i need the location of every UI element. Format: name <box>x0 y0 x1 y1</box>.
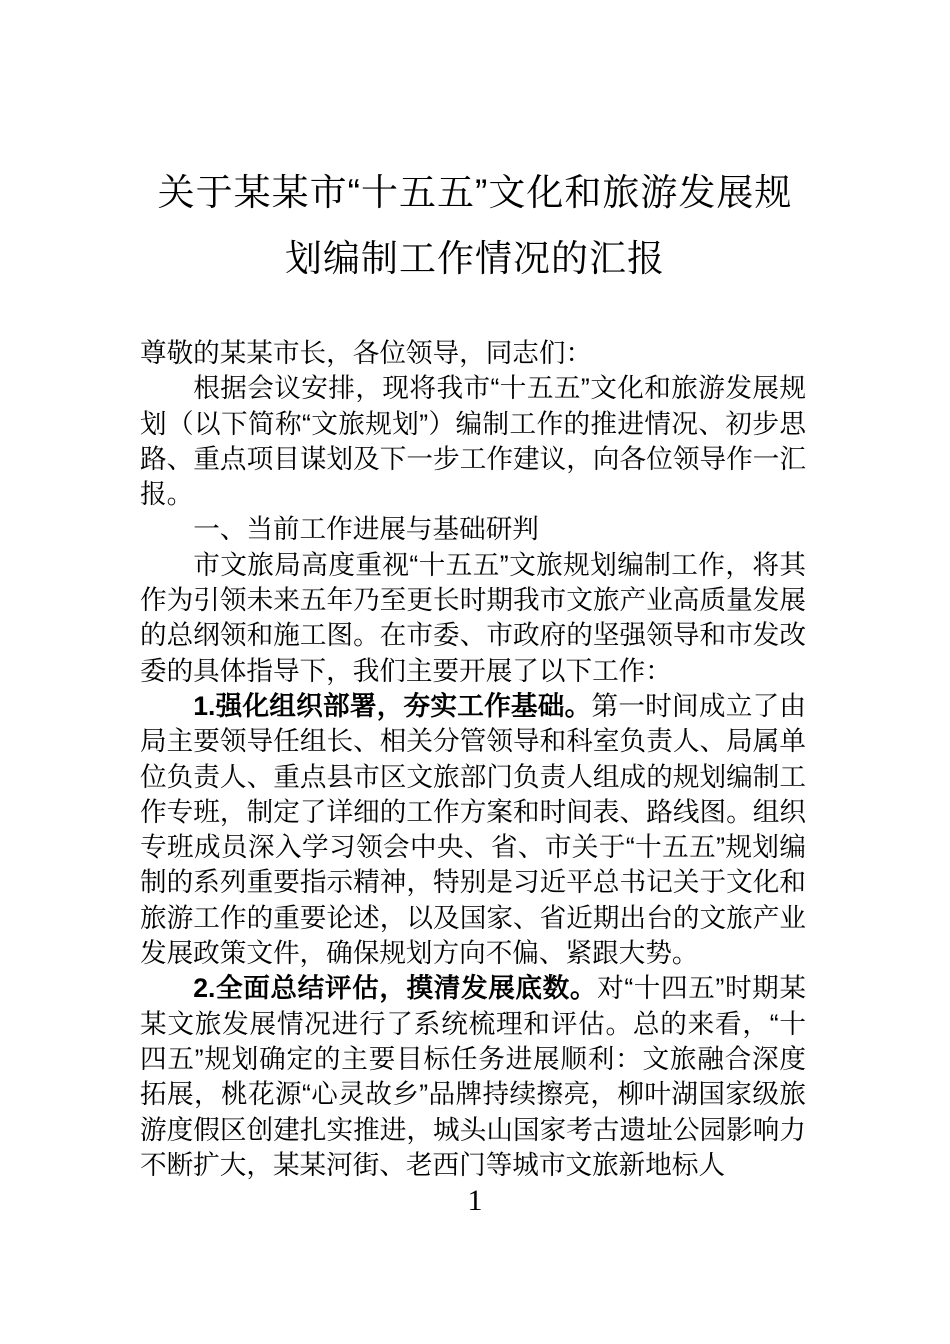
document-title-line-1: 关于某某市“十五五”文化和旅游发展规 <box>157 172 793 213</box>
salutation-paragraph <box>140 336 806 371</box>
item-1-paragraph <box>140 689 806 971</box>
item-1-bold-lead: 1.强化组织部署，夯实工作基础。 <box>193 690 592 721</box>
section-heading-1-text: 一、当前工作进展与基础研判 <box>193 514 539 545</box>
item-1-text: 第一时间成立了由局主要领导任组长、相关分管领导和科室负责人、局属单位负责人、重点县市区文旅部门负责人组成的规划编制工作专班，制定了详细的工作方案和时间表、路线图。组织专班成员深入学习领会中央、省、市关于“十五五”规划编制的系列重要指示精神，特别是习近平总书记关于文化和旅游工作的重要论述，以及国家、省近期出台的文旅产业发展政策文件，确保规划方向不偏、紧跟大势。 <box>140 690 807 969</box>
salutation-text: 尊敬的某某市长，各位领导，同志们： <box>140 338 593 368</box>
document-body <box>140 336 806 1183</box>
intro-paragraph <box>140 371 806 512</box>
page-number: 1 <box>467 1184 483 1217</box>
document-title-line-2: 划编制工作情况的汇报 <box>285 238 665 279</box>
overview-text: 市文旅局高度重视“十五五”文旅规划编制工作，将其作为引领未来五年乃至更长时期我市文旅产业高质量发展的总纲领和施工图。在市委、市政府的坚强领导和市发改委的具体指导下，我们主要开展了以下工作： <box>140 549 806 686</box>
item-2-paragraph <box>140 971 806 1183</box>
item-2-text: 对“十四五”时期某某文旅发展情况进行了系统梳理和评估。总的来看，“十四五”规划确定的主要目标任务进展顺利：文旅融合深度拓展，桃花源“心灵故乡”品牌持续擦亮，柳叶湖国家级旅游度假区创建扎实推进，城头山国家考古遗址公园影响力不断扩大，某某河街、老西门等城市文旅新地标人 <box>140 973 806 1180</box>
overview-paragraph <box>140 548 806 689</box>
item-2-bold-lead: 2.全面总结评估，摸清发展底数。 <box>193 973 598 1004</box>
document-title <box>0 0 950 292</box>
intro-text: 根据会议安排，现将我市“十五五”文化和旅游发展规划（以下简称“文旅规划”）编制工作的推进情况、初步思路、重点项目谋划及下一步工作建议，向各位领导作一汇报。 <box>140 373 806 510</box>
section-heading-1 <box>140 512 806 547</box>
